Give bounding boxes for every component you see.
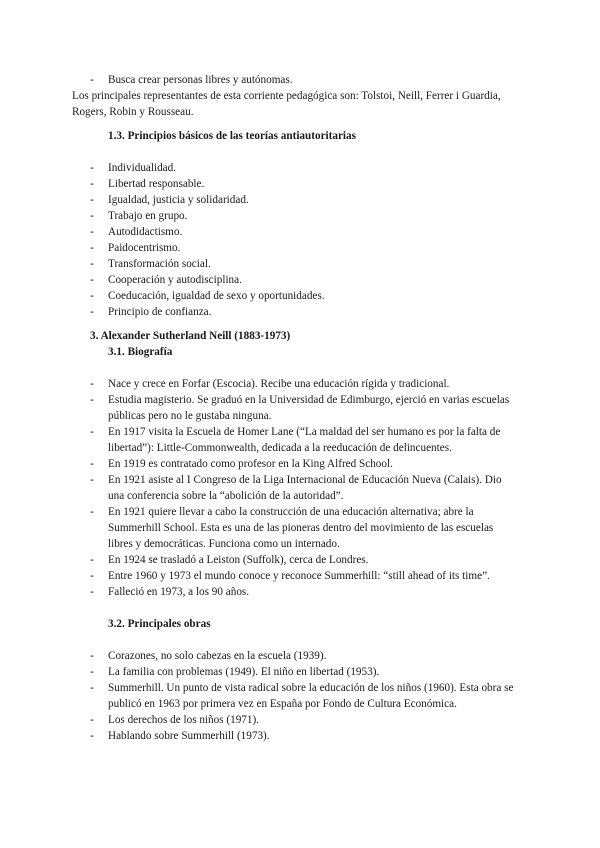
list-item: - Paidocentrismo. (90, 242, 181, 254)
list-item: - En 1924 se trasladó a Leiston (Suffolk), cerca de Londres. (90, 554, 369, 566)
list-item: - Hablando sobre Summerhill (1973). (90, 730, 270, 742)
list-item: - Summerhill. Un punto de vista radical sobre la educación de los niños (1960). Esta obra se publicó en 1963 por primera vez en España por Fondo de Cultura Económica. (90, 682, 514, 710)
list-bullet: - (90, 74, 94, 86)
list-item-text: Busca crear personas libres y autónomas. (108, 74, 293, 86)
list-item: - Falleció en 1973, a los 90 años. (90, 586, 250, 598)
list-item: - Cooperación y autodisciplina. (90, 274, 242, 286)
biography-list (0, 376, 600, 600)
list-item: - En 1919 es contratado como profesor en la King Alfred School. (90, 458, 393, 470)
works-list (0, 648, 600, 744)
list-item (0, 72, 600, 88)
list-item: - La familia con problemas (1949). El niño en libertad (1953). (90, 666, 380, 678)
neill-section-heading: 3. Alexander Sutherland Neill (1883-1973) (90, 330, 291, 342)
list-item: - En 1921 quiere llevar a cabo la construcción de una educación alternativa; abre la Summerhill School. Esta es una de las pioneras dentro del movimiento de las escuelas libres y democráticas. Funciona como un internado. (90, 506, 494, 550)
principles-heading: 1.3. Principios básicos de las teorías antiautoritarias (108, 130, 356, 142)
list-item: - Nace y crece en Forfar (Escocia). Recibe una educación rígida y tradicional. (90, 378, 450, 390)
list-item: - Individualidad. (90, 162, 177, 174)
representatives-paragraph: Los principales representantes de esta corriente pedagógica son: Tolstoi, Neill, Ferrer i Guardia, Rogers, Robin y Rousseau. (72, 90, 501, 118)
principles-list (0, 160, 600, 320)
list-item: - Trabajo en grupo. (90, 210, 188, 222)
list-item: - Entre 1960 y 1973 el mundo conoce y reconoce Summerhill: “still ahead of its time”. (90, 570, 490, 582)
biography-heading: 3.1. Biografía (108, 346, 173, 358)
list-item: - Igualdad, justicia y solidaridad. (90, 194, 249, 206)
list-item: - En 1917 visita la Escuela de Homer Lane (“La maldad del ser humano es por la falta de libertad”): Little-Commonwealth, dedicada a la reeducación de delincuentes. (90, 426, 501, 454)
list-item: - En 1921 asiste al I Congreso de la Liga Internacional de Educación Nueva (Calais). Dio una conferencia sobre la “abolición de la autoridad”. (90, 474, 502, 502)
list-item: - Corazones, no solo cabezas en la escuela (1939). (90, 650, 327, 662)
list-item: - Principio de confianza. (90, 306, 212, 318)
list-item: - Autodidactismo. (90, 226, 183, 238)
list-item: - Libertad responsable. (90, 178, 205, 190)
list-item: - Coeducación, igualdad de sexo y oportunidades. (90, 290, 325, 302)
list-item: - Estudia magisterio. Se graduó en la Universidad de Edimburgo, ejerció en varias escuelas públicas pero no le gustaba ninguna. (90, 394, 510, 422)
list-item: - Los derechos de los niños (1971). (90, 714, 260, 726)
works-heading: 3.2. Principales obras (108, 618, 211, 630)
list-item: - Transformación social. (90, 258, 211, 270)
